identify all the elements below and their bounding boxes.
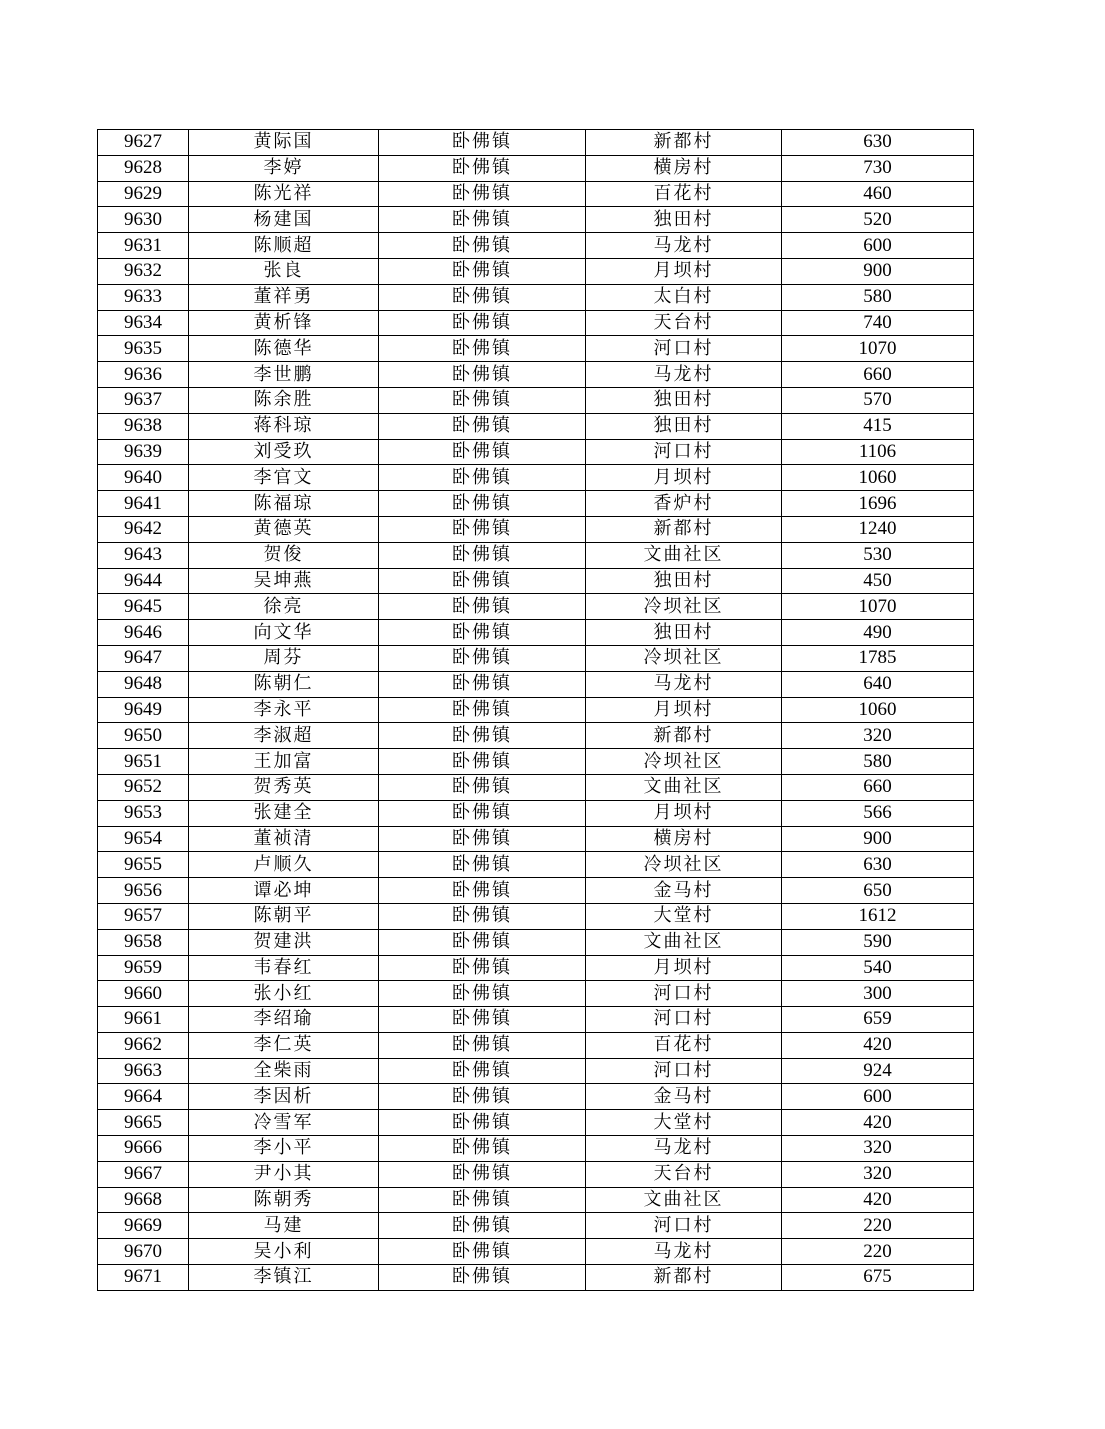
table-row bbox=[98, 1239, 974, 1265]
amount-cell: 1785 bbox=[782, 645, 974, 671]
serial-number-cell: 9641 bbox=[98, 491, 189, 517]
village-cell: 横房村 bbox=[586, 826, 782, 852]
table-row bbox=[98, 929, 974, 955]
amount-cell: 630 bbox=[782, 130, 974, 156]
amount-cell: 580 bbox=[782, 749, 974, 775]
amount-cell: 900 bbox=[782, 826, 974, 852]
village-cell: 独田村 bbox=[586, 207, 782, 233]
village-cell: 冷坝社区 bbox=[586, 749, 782, 775]
table-row bbox=[98, 413, 974, 439]
serial-number-cell: 9637 bbox=[98, 387, 189, 413]
table-row bbox=[98, 1161, 974, 1187]
table-row bbox=[98, 1058, 974, 1084]
town-cell: 卧佛镇 bbox=[379, 929, 586, 955]
town-cell: 卧佛镇 bbox=[379, 723, 586, 749]
town-cell: 卧佛镇 bbox=[379, 903, 586, 929]
village-cell: 新都村 bbox=[586, 1265, 782, 1291]
serial-number-cell: 9658 bbox=[98, 929, 189, 955]
village-cell: 河口村 bbox=[586, 1058, 782, 1084]
village-cell: 月坝村 bbox=[586, 955, 782, 981]
town-cell: 卧佛镇 bbox=[379, 1058, 586, 1084]
name-cell: 全柴雨 bbox=[189, 1058, 379, 1084]
serial-number-cell: 9644 bbox=[98, 568, 189, 594]
town-cell: 卧佛镇 bbox=[379, 1239, 586, 1265]
town-cell: 卧佛镇 bbox=[379, 671, 586, 697]
table-body bbox=[98, 130, 974, 1291]
amount-cell: 580 bbox=[782, 284, 974, 310]
amount-cell: 420 bbox=[782, 1032, 974, 1058]
amount-cell: 1060 bbox=[782, 697, 974, 723]
table-row bbox=[98, 878, 974, 904]
village-cell: 马龙村 bbox=[586, 1239, 782, 1265]
serial-number-cell: 9671 bbox=[98, 1265, 189, 1291]
serial-number-cell: 9646 bbox=[98, 620, 189, 646]
serial-number-cell: 9632 bbox=[98, 258, 189, 284]
name-cell: 蒋科琼 bbox=[189, 413, 379, 439]
table-row bbox=[98, 207, 974, 233]
name-cell: 冷雪军 bbox=[189, 1110, 379, 1136]
table-row bbox=[98, 749, 974, 775]
name-cell: 陈顺超 bbox=[189, 233, 379, 259]
town-cell: 卧佛镇 bbox=[379, 439, 586, 465]
town-cell: 卧佛镇 bbox=[379, 1032, 586, 1058]
table-row bbox=[98, 645, 974, 671]
table-row bbox=[98, 258, 974, 284]
name-cell: 陈朝平 bbox=[189, 903, 379, 929]
serial-number-cell: 9659 bbox=[98, 955, 189, 981]
name-cell: 张建全 bbox=[189, 800, 379, 826]
town-cell: 卧佛镇 bbox=[379, 155, 586, 181]
name-cell: 陈余胜 bbox=[189, 387, 379, 413]
name-cell: 向文华 bbox=[189, 620, 379, 646]
town-cell: 卧佛镇 bbox=[379, 620, 586, 646]
amount-cell: 740 bbox=[782, 310, 974, 336]
serial-number-cell: 9662 bbox=[98, 1032, 189, 1058]
table-row bbox=[98, 387, 974, 413]
table-row bbox=[98, 310, 974, 336]
amount-cell: 220 bbox=[782, 1213, 974, 1239]
serial-number-cell: 9628 bbox=[98, 155, 189, 181]
amount-cell: 1070 bbox=[782, 336, 974, 362]
name-cell: 李镇江 bbox=[189, 1265, 379, 1291]
village-cell: 马龙村 bbox=[586, 671, 782, 697]
town-cell: 卧佛镇 bbox=[379, 955, 586, 981]
town-cell: 卧佛镇 bbox=[379, 491, 586, 517]
name-cell: 贺秀英 bbox=[189, 774, 379, 800]
village-cell: 马龙村 bbox=[586, 362, 782, 388]
serial-number-cell: 9630 bbox=[98, 207, 189, 233]
serial-number-cell: 9656 bbox=[98, 878, 189, 904]
name-cell: 陈德华 bbox=[189, 336, 379, 362]
table-row bbox=[98, 465, 974, 491]
serial-number-cell: 9649 bbox=[98, 697, 189, 723]
table-row bbox=[98, 542, 974, 568]
serial-number-cell: 9650 bbox=[98, 723, 189, 749]
village-cell: 文曲社区 bbox=[586, 542, 782, 568]
name-cell: 周芬 bbox=[189, 645, 379, 671]
amount-cell: 1060 bbox=[782, 465, 974, 491]
table-row bbox=[98, 1084, 974, 1110]
name-cell: 尹小其 bbox=[189, 1161, 379, 1187]
serial-number-cell: 9638 bbox=[98, 413, 189, 439]
serial-number-cell: 9651 bbox=[98, 749, 189, 775]
village-cell: 河口村 bbox=[586, 336, 782, 362]
town-cell: 卧佛镇 bbox=[379, 1161, 586, 1187]
village-cell: 新都村 bbox=[586, 130, 782, 156]
serial-number-cell: 9663 bbox=[98, 1058, 189, 1084]
name-cell: 李世鹏 bbox=[189, 362, 379, 388]
town-cell: 卧佛镇 bbox=[379, 181, 586, 207]
amount-cell: 415 bbox=[782, 413, 974, 439]
amount-cell: 630 bbox=[782, 852, 974, 878]
town-cell: 卧佛镇 bbox=[379, 1265, 586, 1291]
town-cell: 卧佛镇 bbox=[379, 645, 586, 671]
town-cell: 卧佛镇 bbox=[379, 413, 586, 439]
village-cell: 独田村 bbox=[586, 413, 782, 439]
amount-cell: 675 bbox=[782, 1265, 974, 1291]
table-row bbox=[98, 439, 974, 465]
town-cell: 卧佛镇 bbox=[379, 130, 586, 156]
town-cell: 卧佛镇 bbox=[379, 1213, 586, 1239]
amount-cell: 420 bbox=[782, 1110, 974, 1136]
town-cell: 卧佛镇 bbox=[379, 774, 586, 800]
name-cell: 李官文 bbox=[189, 465, 379, 491]
name-cell: 韦春红 bbox=[189, 955, 379, 981]
name-cell: 黄析锋 bbox=[189, 310, 379, 336]
serial-number-cell: 9668 bbox=[98, 1187, 189, 1213]
serial-number-cell: 9666 bbox=[98, 1136, 189, 1162]
name-cell: 谭必坤 bbox=[189, 878, 379, 904]
table-row bbox=[98, 697, 974, 723]
name-cell: 陈朝秀 bbox=[189, 1187, 379, 1213]
village-cell: 河口村 bbox=[586, 439, 782, 465]
amount-cell: 320 bbox=[782, 1136, 974, 1162]
table-row bbox=[98, 774, 974, 800]
table-row bbox=[98, 233, 974, 259]
table-row bbox=[98, 155, 974, 181]
town-cell: 卧佛镇 bbox=[379, 516, 586, 542]
name-cell: 黄际国 bbox=[189, 130, 379, 156]
serial-number-cell: 9667 bbox=[98, 1161, 189, 1187]
amount-cell: 730 bbox=[782, 155, 974, 181]
table-row bbox=[98, 181, 974, 207]
name-cell: 董祥勇 bbox=[189, 284, 379, 310]
serial-number-cell: 9635 bbox=[98, 336, 189, 362]
serial-number-cell: 9652 bbox=[98, 774, 189, 800]
village-cell: 河口村 bbox=[586, 1007, 782, 1033]
amount-cell: 530 bbox=[782, 542, 974, 568]
amount-cell: 924 bbox=[782, 1058, 974, 1084]
table-row bbox=[98, 1110, 974, 1136]
amount-cell: 450 bbox=[782, 568, 974, 594]
table-row bbox=[98, 1213, 974, 1239]
serial-number-cell: 9645 bbox=[98, 594, 189, 620]
town-cell: 卧佛镇 bbox=[379, 594, 586, 620]
village-cell: 河口村 bbox=[586, 981, 782, 1007]
amount-cell: 660 bbox=[782, 362, 974, 388]
village-cell: 文曲社区 bbox=[586, 774, 782, 800]
village-cell: 新都村 bbox=[586, 723, 782, 749]
village-cell: 河口村 bbox=[586, 1213, 782, 1239]
table-row bbox=[98, 903, 974, 929]
amount-cell: 220 bbox=[782, 1239, 974, 1265]
village-cell: 天台村 bbox=[586, 1161, 782, 1187]
town-cell: 卧佛镇 bbox=[379, 981, 586, 1007]
name-cell: 李因析 bbox=[189, 1084, 379, 1110]
amount-cell: 640 bbox=[782, 671, 974, 697]
data-table bbox=[97, 129, 974, 1291]
village-cell: 月坝村 bbox=[586, 465, 782, 491]
village-cell: 百花村 bbox=[586, 1032, 782, 1058]
village-cell: 金马村 bbox=[586, 1084, 782, 1110]
serial-number-cell: 9648 bbox=[98, 671, 189, 697]
name-cell: 张小红 bbox=[189, 981, 379, 1007]
town-cell: 卧佛镇 bbox=[379, 542, 586, 568]
table-row bbox=[98, 981, 974, 1007]
town-cell: 卧佛镇 bbox=[379, 207, 586, 233]
serial-number-cell: 9657 bbox=[98, 903, 189, 929]
village-cell: 天台村 bbox=[586, 310, 782, 336]
table-row bbox=[98, 336, 974, 362]
table-row bbox=[98, 1032, 974, 1058]
town-cell: 卧佛镇 bbox=[379, 1084, 586, 1110]
table-row bbox=[98, 800, 974, 826]
name-cell: 陈朝仁 bbox=[189, 671, 379, 697]
table-row bbox=[98, 1136, 974, 1162]
town-cell: 卧佛镇 bbox=[379, 1187, 586, 1213]
amount-cell: 1070 bbox=[782, 594, 974, 620]
village-cell: 文曲社区 bbox=[586, 929, 782, 955]
name-cell: 李淑超 bbox=[189, 723, 379, 749]
amount-cell: 900 bbox=[782, 258, 974, 284]
village-cell: 香炉村 bbox=[586, 491, 782, 517]
serial-number-cell: 9655 bbox=[98, 852, 189, 878]
amount-cell: 320 bbox=[782, 723, 974, 749]
amount-cell: 600 bbox=[782, 233, 974, 259]
amount-cell: 490 bbox=[782, 620, 974, 646]
amount-cell: 1612 bbox=[782, 903, 974, 929]
serial-number-cell: 9627 bbox=[98, 130, 189, 156]
town-cell: 卧佛镇 bbox=[379, 1110, 586, 1136]
serial-number-cell: 9670 bbox=[98, 1239, 189, 1265]
amount-cell: 1106 bbox=[782, 439, 974, 465]
village-cell: 新都村 bbox=[586, 516, 782, 542]
serial-number-cell: 9633 bbox=[98, 284, 189, 310]
serial-number-cell: 9639 bbox=[98, 439, 189, 465]
serial-number-cell: 9636 bbox=[98, 362, 189, 388]
village-cell: 文曲社区 bbox=[586, 1187, 782, 1213]
village-cell: 马龙村 bbox=[586, 1136, 782, 1162]
table-row bbox=[98, 1187, 974, 1213]
serial-number-cell: 9665 bbox=[98, 1110, 189, 1136]
serial-number-cell: 9643 bbox=[98, 542, 189, 568]
name-cell: 李绍瑜 bbox=[189, 1007, 379, 1033]
town-cell: 卧佛镇 bbox=[379, 336, 586, 362]
village-cell: 太白村 bbox=[586, 284, 782, 310]
amount-cell: 570 bbox=[782, 387, 974, 413]
serial-number-cell: 9647 bbox=[98, 645, 189, 671]
table-row bbox=[98, 852, 974, 878]
name-cell: 马建 bbox=[189, 1213, 379, 1239]
amount-cell: 1696 bbox=[782, 491, 974, 517]
serial-number-cell: 9642 bbox=[98, 516, 189, 542]
village-cell: 金马村 bbox=[586, 878, 782, 904]
name-cell: 徐亮 bbox=[189, 594, 379, 620]
village-cell: 独田村 bbox=[586, 387, 782, 413]
amount-cell: 300 bbox=[782, 981, 974, 1007]
town-cell: 卧佛镇 bbox=[379, 826, 586, 852]
name-cell: 李仁英 bbox=[189, 1032, 379, 1058]
town-cell: 卧佛镇 bbox=[379, 1136, 586, 1162]
village-cell: 月坝村 bbox=[586, 800, 782, 826]
village-cell: 独田村 bbox=[586, 568, 782, 594]
serial-number-cell: 9629 bbox=[98, 181, 189, 207]
amount-cell: 600 bbox=[782, 1084, 974, 1110]
amount-cell: 320 bbox=[782, 1161, 974, 1187]
amount-cell: 420 bbox=[782, 1187, 974, 1213]
serial-number-cell: 9631 bbox=[98, 233, 189, 259]
serial-number-cell: 9664 bbox=[98, 1084, 189, 1110]
name-cell: 董祯清 bbox=[189, 826, 379, 852]
name-cell: 李永平 bbox=[189, 697, 379, 723]
name-cell: 李小平 bbox=[189, 1136, 379, 1162]
table-row bbox=[98, 516, 974, 542]
amount-cell: 659 bbox=[782, 1007, 974, 1033]
amount-cell: 566 bbox=[782, 800, 974, 826]
table-row bbox=[98, 594, 974, 620]
serial-number-cell: 9660 bbox=[98, 981, 189, 1007]
name-cell: 吴小利 bbox=[189, 1239, 379, 1265]
name-cell: 陈光祥 bbox=[189, 181, 379, 207]
village-cell: 百花村 bbox=[586, 181, 782, 207]
town-cell: 卧佛镇 bbox=[379, 387, 586, 413]
town-cell: 卧佛镇 bbox=[379, 233, 586, 259]
village-cell: 冷坝社区 bbox=[586, 645, 782, 671]
town-cell: 卧佛镇 bbox=[379, 1007, 586, 1033]
town-cell: 卧佛镇 bbox=[379, 284, 586, 310]
table-row bbox=[98, 568, 974, 594]
name-cell: 贺建洪 bbox=[189, 929, 379, 955]
amount-cell: 520 bbox=[782, 207, 974, 233]
serial-number-cell: 9654 bbox=[98, 826, 189, 852]
serial-number-cell: 9653 bbox=[98, 800, 189, 826]
serial-number-cell: 9669 bbox=[98, 1213, 189, 1239]
name-cell: 黄德英 bbox=[189, 516, 379, 542]
village-cell: 月坝村 bbox=[586, 697, 782, 723]
town-cell: 卧佛镇 bbox=[379, 697, 586, 723]
amount-cell: 460 bbox=[782, 181, 974, 207]
name-cell: 卢顺久 bbox=[189, 852, 379, 878]
serial-number-cell: 9634 bbox=[98, 310, 189, 336]
town-cell: 卧佛镇 bbox=[379, 749, 586, 775]
village-cell: 冷坝社区 bbox=[586, 852, 782, 878]
serial-number-cell: 9640 bbox=[98, 465, 189, 491]
village-cell: 马龙村 bbox=[586, 233, 782, 259]
name-cell: 李婷 bbox=[189, 155, 379, 181]
amount-cell: 650 bbox=[782, 878, 974, 904]
table-row bbox=[98, 955, 974, 981]
town-cell: 卧佛镇 bbox=[379, 310, 586, 336]
town-cell: 卧佛镇 bbox=[379, 878, 586, 904]
town-cell: 卧佛镇 bbox=[379, 465, 586, 491]
name-cell: 陈福琼 bbox=[189, 491, 379, 517]
serial-number-cell: 9661 bbox=[98, 1007, 189, 1033]
table-row bbox=[98, 723, 974, 749]
town-cell: 卧佛镇 bbox=[379, 258, 586, 284]
name-cell: 刘受玖 bbox=[189, 439, 379, 465]
village-cell: 独田村 bbox=[586, 620, 782, 646]
name-cell: 杨建国 bbox=[189, 207, 379, 233]
town-cell: 卧佛镇 bbox=[379, 800, 586, 826]
name-cell: 贺俊 bbox=[189, 542, 379, 568]
table-row bbox=[98, 130, 974, 156]
town-cell: 卧佛镇 bbox=[379, 852, 586, 878]
table-row bbox=[98, 362, 974, 388]
amount-cell: 1240 bbox=[782, 516, 974, 542]
amount-cell: 540 bbox=[782, 955, 974, 981]
name-cell: 王加富 bbox=[189, 749, 379, 775]
name-cell: 吴坤燕 bbox=[189, 568, 379, 594]
table-row bbox=[98, 491, 974, 517]
table-row bbox=[98, 284, 974, 310]
village-cell: 冷坝社区 bbox=[586, 594, 782, 620]
village-cell: 大堂村 bbox=[586, 1110, 782, 1136]
village-cell: 横房村 bbox=[586, 155, 782, 181]
town-cell: 卧佛镇 bbox=[379, 568, 586, 594]
table-row bbox=[98, 1265, 974, 1291]
town-cell: 卧佛镇 bbox=[379, 362, 586, 388]
amount-cell: 660 bbox=[782, 774, 974, 800]
table-row bbox=[98, 826, 974, 852]
table-row bbox=[98, 1007, 974, 1033]
village-cell: 大堂村 bbox=[586, 903, 782, 929]
name-cell: 张良 bbox=[189, 258, 379, 284]
amount-cell: 590 bbox=[782, 929, 974, 955]
village-cell: 月坝村 bbox=[586, 258, 782, 284]
table-row bbox=[98, 620, 974, 646]
table-row bbox=[98, 671, 974, 697]
